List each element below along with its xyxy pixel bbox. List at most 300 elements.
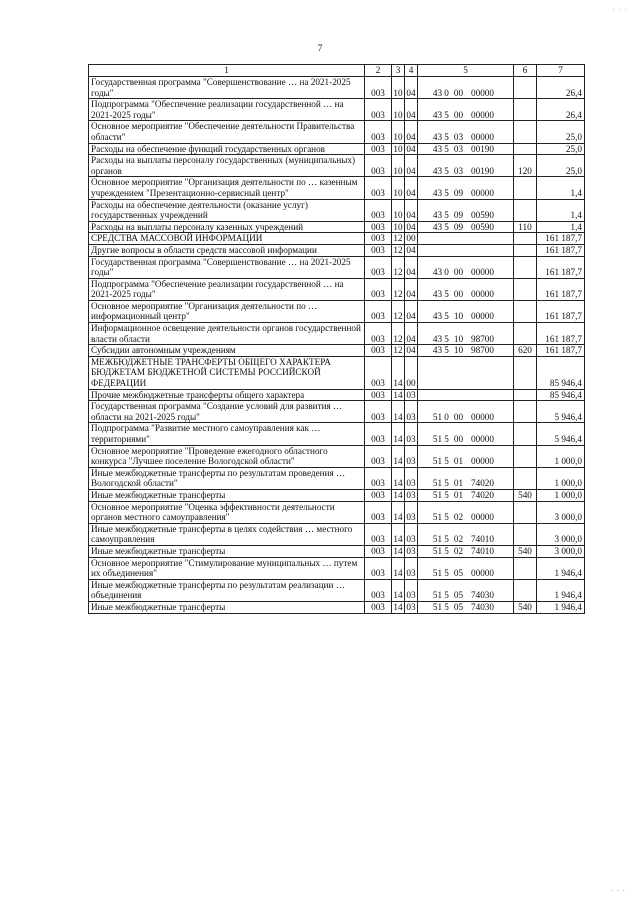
- ministry-code: 003: [365, 445, 392, 467]
- row-name: Основное мероприятие "Организация деятельности по … казенным учреждением "Презентационно-сервисный центр": [89, 177, 365, 199]
- target-article-segment: 51: [432, 568, 443, 579]
- subsection-code: 03: [405, 579, 418, 601]
- column-header: 6: [514, 65, 537, 77]
- target-article-code: [418, 423, 514, 445]
- row-name: Иные межбюджетные трансферты: [89, 601, 365, 613]
- target-article-segment: 00000: [471, 311, 494, 322]
- target-article-code: [418, 199, 514, 221]
- target-article-segment: 51: [432, 590, 443, 601]
- section-code: 14: [392, 579, 405, 601]
- target-article-segment: 5: [444, 434, 449, 444]
- ministry-code: 003: [365, 401, 392, 423]
- column-header: 4: [405, 65, 418, 77]
- target-article-segment: 00190: [471, 143, 494, 154]
- target-article-segment: 74030: [471, 590, 494, 601]
- target-article-segment: 43: [432, 187, 443, 198]
- target-article-segment: 74020: [471, 489, 494, 500]
- expense-type-code: 540: [514, 601, 537, 613]
- table-row: [89, 143, 585, 155]
- row-name: Основное мероприятие "Организация деятельности по … информационный центр": [89, 300, 365, 322]
- subsection-code: 04: [406, 345, 416, 356]
- row-name: Иные межбюджетные трансферты: [89, 545, 365, 557]
- subsection-code: 04: [405, 323, 418, 345]
- target-article-segment: 5: [444, 187, 449, 198]
- target-article-segment: 00000: [471, 411, 494, 422]
- amount-value: 1 000,0: [537, 489, 585, 501]
- table-row: [89, 467, 585, 489]
- target-article-segment: 0: [444, 87, 449, 98]
- ministry-code: 003: [365, 501, 392, 523]
- row-name: Подпрограмма "Обеспечение реализации государственной … на 2021-2025 годы": [89, 278, 365, 300]
- target-article-segment: 00000: [471, 456, 494, 467]
- table-row: [89, 300, 585, 322]
- target-article-code: [418, 501, 514, 523]
- target-article-code: [418, 221, 514, 233]
- expense-type-code: 120: [514, 155, 537, 177]
- row-name: Прочие межбюджетные трансферты общего характера: [89, 389, 365, 401]
- expense-type-code: [514, 256, 537, 278]
- target-article-segment: 00000: [471, 109, 494, 120]
- row-name: Подпрограмма "Развитие местного самоуправления как … территориями": [89, 423, 365, 445]
- table-row: [89, 323, 585, 345]
- target-article-segment: 98700: [471, 333, 494, 344]
- target-article-segment: 5: [444, 590, 449, 601]
- row-name: Информационное освещение деятельности органов государственной власти области: [89, 323, 365, 345]
- expense-type-code: [514, 423, 537, 445]
- amount-value: 1,4: [537, 221, 585, 233]
- expense-type-code: [514, 233, 537, 245]
- table-row: [89, 177, 585, 199]
- amount-value: 161 187,7: [537, 345, 585, 357]
- row-name: МЕЖБЮДЖЕТНЫЕ ТРАНСФЕРТЫ ОБЩЕГО ХАРАКТЕРА БЮДЖЕТАМ БЮДЖЕТНОЙ СИСТЕМЫ РОССИЙСКОЙ ФЕДЕРАЦИИ: [89, 356, 365, 389]
- ministry-code: 003: [365, 345, 392, 357]
- target-article-segment: 00: [453, 109, 464, 120]
- amount-value: 3 000,0: [537, 523, 585, 545]
- ministry-code: 003: [365, 356, 392, 389]
- target-article-segment: 00000: [471, 568, 494, 579]
- expense-type-code: [514, 278, 537, 300]
- ministry-code: 003: [365, 177, 392, 199]
- section-code: 10: [392, 77, 405, 99]
- table-row: [89, 445, 585, 467]
- table-row: [89, 256, 585, 278]
- table-row: [89, 356, 585, 389]
- target-article-segment: 51: [432, 411, 443, 422]
- target-article-segment: 5: [444, 210, 449, 221]
- expense-type-code: [514, 244, 537, 256]
- subsection-code: 04: [405, 99, 418, 121]
- subsection-code: 04: [405, 256, 418, 278]
- subsection-code: 03: [406, 601, 416, 612]
- table-row: [89, 121, 585, 143]
- subsection-code: 03: [405, 467, 418, 489]
- target-article-segment: 00: [453, 267, 464, 278]
- target-article-segment: 43: [432, 267, 443, 278]
- target-article-segment: 5: [444, 534, 449, 545]
- target-article-code: [418, 601, 514, 613]
- amount-value: 1 946,4: [537, 557, 585, 579]
- target-article-segment: 5: [444, 165, 449, 176]
- amount-value: 26,4: [537, 99, 585, 121]
- target-article-segment: 51: [432, 534, 443, 545]
- subsection-code: 03: [405, 501, 418, 523]
- target-article-segment: 5: [444, 568, 449, 579]
- ministry-code: 003: [365, 423, 392, 445]
- row-name: Государственная программа "Создание условий для развития … области на 2021-2025 годы": [89, 401, 365, 423]
- table-row: [89, 557, 585, 579]
- target-article-segment: 5: [444, 489, 449, 500]
- amount-value: 3 000,0: [537, 501, 585, 523]
- subsection-code: 04: [405, 155, 418, 177]
- ministry-code: 003: [365, 601, 392, 613]
- row-name: Расходы на обеспечение деятельности (оказание услуг) государственных учреждений: [89, 199, 365, 221]
- target-article-segment: 5: [444, 601, 449, 612]
- target-article-segment: 5: [444, 311, 449, 322]
- expense-type-code: [514, 579, 537, 601]
- ministry-code: 003: [365, 523, 392, 545]
- target-article-segment: 98700: [471, 345, 494, 356]
- target-article-segment: 02: [453, 512, 464, 523]
- target-article-segment: 74010: [471, 534, 494, 545]
- column-header: 2: [365, 65, 392, 77]
- row-name: Другие вопросы в области средств массовой информации: [89, 244, 365, 256]
- target-article-code: [418, 401, 514, 423]
- row-name: Иные межбюджетные трансферты по результатам реализации … объединения: [89, 579, 365, 601]
- target-article-segment: 05: [453, 590, 464, 601]
- ministry-code: 003: [365, 323, 392, 345]
- target-article-segment: 02: [453, 545, 464, 556]
- target-article-segment: 43: [432, 289, 443, 300]
- subsection-code: 04: [405, 121, 418, 143]
- target-article-segment: 00190: [471, 165, 494, 176]
- target-article-segment: 00: [453, 289, 464, 300]
- ministry-code: 003: [365, 155, 392, 177]
- amount-value: 26,4: [537, 77, 585, 99]
- target-article-segment: 09: [453, 210, 464, 221]
- expense-type-code: [514, 501, 537, 523]
- amount-value: 1,4: [537, 199, 585, 221]
- table-row: [89, 401, 585, 423]
- ministry-code: 003: [365, 545, 392, 557]
- subsection-code: 04: [406, 244, 416, 255]
- expense-type-code: [514, 300, 537, 322]
- column-header: 3: [392, 65, 405, 77]
- target-article-code: [418, 177, 514, 199]
- section-code: 12: [392, 278, 405, 300]
- subsection-code: 04: [405, 300, 418, 322]
- ministry-code: 003: [365, 579, 392, 601]
- row-name: Иные межбюджетные трансферты по результатам проведения … Вологодской области": [89, 467, 365, 489]
- table-row: [89, 523, 585, 545]
- target-article-segment: 43: [432, 165, 443, 176]
- subsection-code: 04: [405, 177, 418, 199]
- target-article-segment: 74030: [471, 601, 494, 612]
- ministry-code: 003: [365, 557, 392, 579]
- subsection-code: 03: [405, 523, 418, 545]
- row-name: Государственная программа "Совершенствование … на 2021-2025 годы": [89, 256, 365, 278]
- section-code: 14: [392, 557, 405, 579]
- target-article-code: [418, 489, 514, 501]
- target-article-segment: 51: [432, 456, 443, 467]
- row-name: Расходы на выплаты персоналу казенных учреждений: [89, 221, 365, 233]
- section-code: 12: [392, 300, 405, 322]
- ministry-code: 003: [365, 256, 392, 278]
- target-article-segment: 00000: [471, 267, 494, 278]
- subsection-code: 03: [405, 445, 418, 467]
- section-code: 12: [392, 323, 405, 345]
- target-article-segment: 09: [453, 221, 464, 232]
- target-article-segment: 00000: [471, 434, 494, 444]
- target-article-segment: 5: [444, 333, 449, 344]
- amount-value: 3 000,0: [537, 545, 585, 557]
- subsection-code: 04: [405, 77, 418, 99]
- section-code: 10: [393, 143, 403, 154]
- row-name: Расходы на выплаты персоналу государственных (муниципальных) органов: [89, 155, 365, 177]
- table-row: [89, 278, 585, 300]
- amount-value: 85 946,4: [537, 356, 585, 389]
- target-article-segment: 5: [444, 131, 449, 142]
- amount-value: 25,0: [537, 155, 585, 177]
- target-article-segment: 51: [432, 478, 443, 489]
- target-article-segment: 05: [453, 601, 464, 612]
- table-row: [89, 501, 585, 523]
- target-article-code: [418, 77, 514, 99]
- table-row: [89, 423, 585, 445]
- target-article-segment: 02: [453, 534, 464, 545]
- ministry-code: 003: [365, 389, 392, 401]
- amount-value: 1 000,0: [537, 445, 585, 467]
- expense-type-code: [514, 401, 537, 423]
- target-article-segment: 00000: [471, 131, 494, 142]
- expense-type-code: 540: [514, 545, 537, 557]
- target-article-segment: 43: [432, 143, 443, 154]
- target-article-segment: 43: [432, 131, 443, 142]
- target-article-code: [418, 233, 514, 245]
- row-name: Основное мероприятие "Стимулирование муниципальных … путем их объединения": [89, 557, 365, 579]
- amount-value: 161 187,7: [537, 278, 585, 300]
- amount-value: 161 187,7: [537, 233, 585, 245]
- row-name: Основное мероприятие "Оценка эффективности деятельности органов местного самоуправления": [89, 501, 365, 523]
- amount-value: 5 946,4: [537, 401, 585, 423]
- subsection-code: 03: [405, 557, 418, 579]
- scan-mark-top: · · ·: [612, 6, 628, 14]
- table-row: [89, 221, 585, 233]
- column-header: 5: [418, 65, 514, 77]
- expense-type-code: [514, 557, 537, 579]
- amount-value: 1 946,4: [537, 601, 585, 613]
- expense-type-code: [514, 199, 537, 221]
- target-article-segment: 5: [444, 143, 449, 154]
- scan-mark-bottom: · · ·: [610, 887, 626, 895]
- column-header: 1: [89, 65, 365, 77]
- section-code: 14: [392, 467, 405, 489]
- target-article-segment: 00590: [471, 221, 494, 232]
- target-article-code: [418, 323, 514, 345]
- target-article-segment: 01: [453, 478, 464, 489]
- ministry-code: 003: [365, 99, 392, 121]
- target-article-code: [418, 244, 514, 256]
- target-article-code: [418, 389, 514, 401]
- target-article-code: [418, 278, 514, 300]
- target-article-segment: 43: [432, 311, 443, 322]
- target-article-segment: 74020: [471, 478, 494, 489]
- section-code: 14: [392, 356, 405, 389]
- target-article-segment: 00: [453, 411, 464, 422]
- table-row: [89, 601, 585, 613]
- expense-type-code: [514, 77, 537, 99]
- target-article-segment: 43: [432, 109, 443, 120]
- expense-type-code: [514, 445, 537, 467]
- row-name: Основное мероприятие "Проведение ежегодного областного конкурса "Лучшее поселение Вологодской области": [89, 445, 365, 467]
- expense-type-code: [514, 323, 537, 345]
- subsection-code: 04: [406, 143, 416, 154]
- section-code: 12: [393, 345, 403, 356]
- section-code: 10: [393, 221, 403, 232]
- target-article-code: [418, 445, 514, 467]
- table-header-row: [89, 65, 585, 77]
- row-name: Подпрограмма "Обеспечение реализации государственной … на 2021-2025 годы": [89, 99, 365, 121]
- subsection-code: 03: [406, 545, 416, 556]
- target-article-code: [418, 300, 514, 322]
- target-article-code: [418, 356, 514, 389]
- target-article-code: [418, 121, 514, 143]
- table-row: [89, 345, 585, 357]
- section-code: 14: [393, 489, 403, 500]
- expense-type-code: [514, 99, 537, 121]
- target-article-segment: 51: [432, 601, 443, 612]
- target-article-segment: 5: [444, 478, 449, 489]
- target-article-segment: 43: [432, 87, 443, 98]
- row-name: Иные межбюджетные трансферты в целях содействия … местного самоуправления: [89, 523, 365, 545]
- target-article-code: [418, 467, 514, 489]
- section-code: 10: [392, 99, 405, 121]
- section-code: 14: [392, 445, 405, 467]
- target-article-segment: 09: [453, 187, 464, 198]
- amount-value: 85 946,4: [537, 389, 585, 401]
- target-article-code: [418, 155, 514, 177]
- amount-value: 161 187,7: [537, 323, 585, 345]
- subsection-code: 04: [406, 221, 416, 232]
- amount-value: 25,0: [537, 143, 585, 155]
- ministry-code: 003: [365, 121, 392, 143]
- amount-value: 1 000,0: [537, 467, 585, 489]
- amount-value: 161 187,7: [537, 256, 585, 278]
- column-header: 7: [537, 65, 585, 77]
- subsection-code: 03: [405, 401, 418, 423]
- ministry-code: 003: [365, 233, 392, 245]
- target-article-code: [418, 557, 514, 579]
- target-article-segment: 5: [444, 512, 449, 523]
- amount-value: 161 187,7: [537, 300, 585, 322]
- page-number: 7: [317, 44, 323, 54]
- target-article-code: [418, 545, 514, 557]
- table-row: [89, 155, 585, 177]
- section-code: 14: [392, 401, 405, 423]
- target-article-segment: 00: [453, 434, 464, 444]
- amount-value: 161 187,7: [537, 244, 585, 256]
- target-article-code: [418, 579, 514, 601]
- expense-type-code: [514, 523, 537, 545]
- target-article-segment: 10: [453, 311, 464, 322]
- table-row: [89, 389, 585, 401]
- table-row: [89, 233, 585, 245]
- section-code: 10: [392, 199, 405, 221]
- section-code: 10: [392, 155, 405, 177]
- expense-type-code: [514, 121, 537, 143]
- row-name: СРЕДСТВА МАССОВОЙ ИНФОРМАЦИИ: [89, 233, 365, 245]
- ministry-code: 003: [365, 143, 392, 155]
- section-code: 12: [393, 244, 403, 255]
- subsection-code: 04: [405, 199, 418, 221]
- table-row: [89, 545, 585, 557]
- amount-value: 1 946,4: [537, 579, 585, 601]
- target-article-segment: 51: [432, 434, 443, 444]
- section-code: 10: [392, 121, 405, 143]
- target-article-segment: 43: [432, 345, 443, 356]
- section-code: 12: [393, 233, 403, 244]
- target-article-segment: 00000: [471, 87, 494, 98]
- subsection-code: 03: [405, 423, 418, 445]
- amount-value: 1,4: [537, 177, 585, 199]
- target-article-code: [418, 345, 514, 357]
- section-code: 14: [393, 601, 403, 612]
- target-article-segment: 43: [432, 210, 443, 221]
- target-article-segment: 5: [444, 109, 449, 120]
- target-article-segment: 03: [453, 165, 464, 176]
- target-article-segment: 01: [453, 489, 464, 500]
- target-article-segment: 00000: [471, 289, 494, 300]
- expense-type-code: [514, 177, 537, 199]
- expense-type-code: [514, 356, 537, 389]
- budget-table: [88, 64, 585, 614]
- subsection-code: 00: [406, 233, 416, 244]
- target-article-code: [418, 256, 514, 278]
- row-name: Основное мероприятие "Обеспечение деятельности Правительства области": [89, 121, 365, 143]
- target-article-code: [418, 143, 514, 155]
- target-article-segment: 0: [444, 411, 449, 422]
- target-article-segment: 5: [444, 456, 449, 467]
- target-article-code: [418, 523, 514, 545]
- table-row: [89, 99, 585, 121]
- target-article-segment: 51: [432, 545, 443, 556]
- target-article-segment: 51: [432, 512, 443, 523]
- row-name: Иные межбюджетные трансферты: [89, 489, 365, 501]
- target-article-segment: 00: [453, 87, 464, 98]
- target-article-segment: 10: [453, 345, 464, 356]
- table-row: [89, 199, 585, 221]
- target-article-segment: 00000: [471, 512, 494, 523]
- row-name: Субсидии автономным учреждениям: [89, 345, 365, 357]
- amount-value: 5 946,4: [537, 423, 585, 445]
- target-article-segment: 51: [432, 489, 443, 500]
- subsection-code: 04: [405, 278, 418, 300]
- subsection-code: 00: [405, 356, 418, 389]
- target-article-segment: 74010: [471, 545, 494, 556]
- expense-type-code: 620: [514, 345, 537, 357]
- row-name: Государственная программа "Совершенствование … на 2021-2025 годы": [89, 77, 365, 99]
- target-article-segment: 10: [453, 333, 464, 344]
- target-article-segment: 00000: [471, 187, 494, 198]
- target-article-segment: 5: [444, 545, 449, 556]
- target-article-segment: 43: [432, 221, 443, 232]
- target-article-segment: 5: [444, 289, 449, 300]
- expense-type-code: 540: [514, 489, 537, 501]
- section-code: 14: [393, 545, 403, 556]
- table-row: [89, 77, 585, 99]
- expense-type-code: [514, 143, 537, 155]
- ministry-code: 003: [365, 278, 392, 300]
- section-code: 12: [392, 256, 405, 278]
